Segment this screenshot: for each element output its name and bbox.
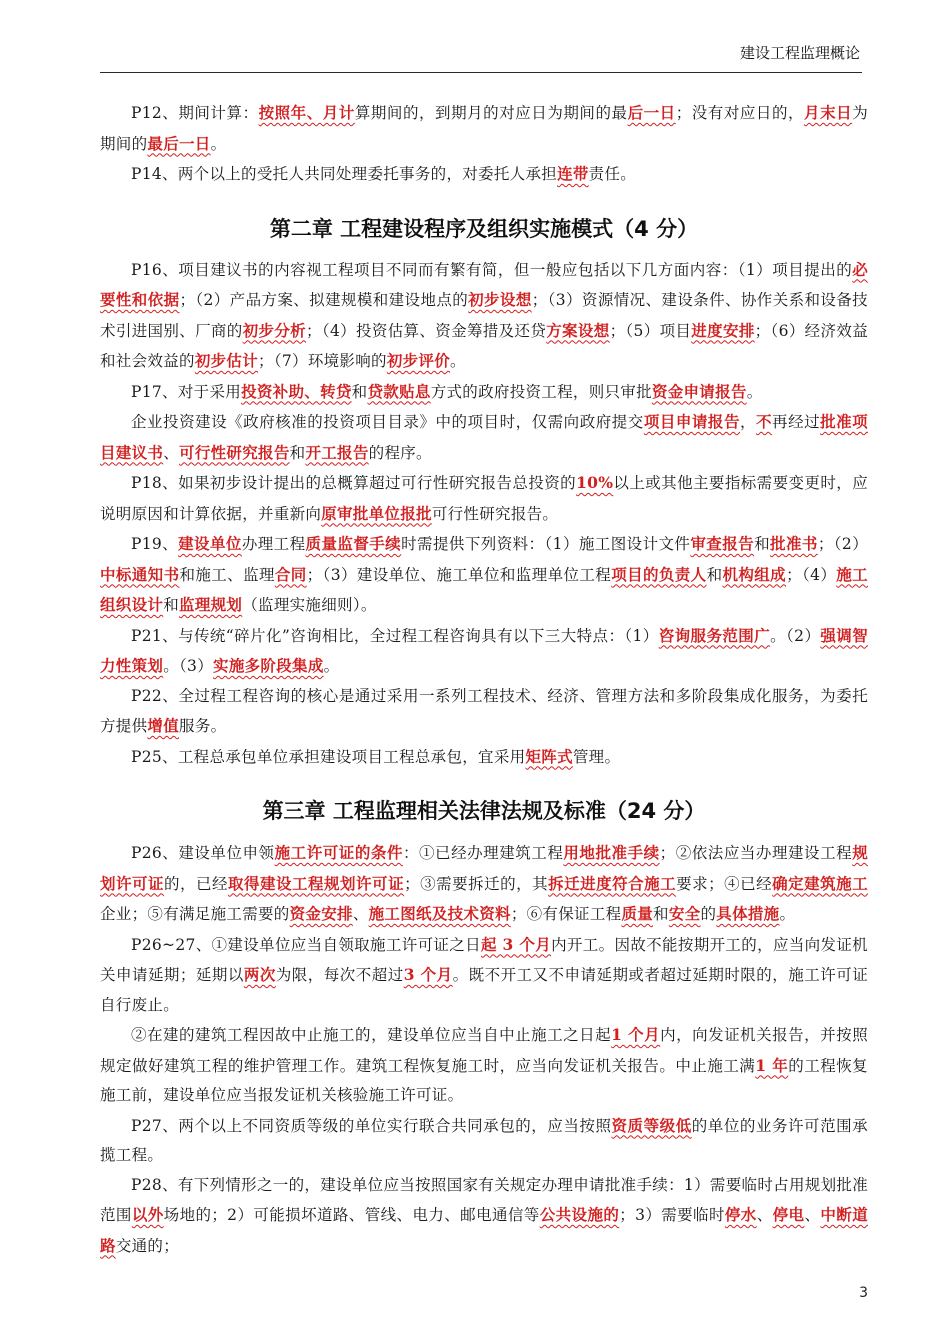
text-run: 和 (289, 443, 306, 462)
text-run: 、 (352, 905, 369, 923)
text-run: 和 (163, 596, 180, 614)
key-term: 方案设想 (546, 320, 610, 340)
key-term: 强调智力性策划 (100, 625, 868, 675)
text-run: P28、有下列情形之一的，建设单位应当按照国家有关规定办理申请批准手续：1）需要临时占用规划批准范围 (100, 1175, 868, 1224)
text-run: 服务。 (179, 717, 227, 735)
key-term: 以外 (131, 1205, 164, 1224)
key-term: 资质等级低 (611, 1115, 692, 1135)
key-term: 监理规划 (179, 595, 243, 614)
text-run: 要求；④已经 (676, 874, 773, 893)
text-run: 可行性研究报告。 (431, 504, 559, 523)
text-run: ；（7）环境影响的 (258, 352, 387, 370)
key-term: 10% (576, 473, 614, 492)
key-term: 贷款贴息 (367, 381, 431, 401)
text-run: 、 (804, 1206, 821, 1224)
text-run: P22、全过程工程咨询的核心是通过采用一系列工程技术、经济、管理方法和多阶段集成化服务，为委托方提供 (100, 686, 868, 735)
text-run: P25、工程总承包单位承担建设项目工程总承包，宜采用 (131, 747, 526, 766)
key-term: 1 年 (755, 1055, 789, 1075)
text-run: ；（3）资源情况、建设条件、协作关系和设备技术引进国别、厂商的 (100, 291, 868, 340)
text-run: ；⑥有保证工程 (510, 905, 622, 923)
key-term: 施工图纸及技术资料 (368, 904, 511, 923)
text-run: 再经过 (772, 413, 821, 431)
text-run: 以上或其他主要指标需要变更时，应说明原因和计算依据，并重新向 (100, 474, 868, 523)
text-run: ；没有对应日的， (675, 104, 805, 122)
text-run: 内，向发证机关报告，并按照规定做好建筑工程的维护管理工作。建筑工程恢复施工时，应当向发证机关报告。中止施工满 (100, 1026, 868, 1075)
text-run: P21、与传统“碎片化”咨询相比，全过程工程咨询具有以下三大特点：（1） (131, 626, 659, 645)
text-run: 。既不开工又不申请延期或者超过延期时限的，施工许可证自行废止。 (100, 966, 868, 1014)
text-run: 内开工。因故不能按期开工的，应当向发证机关申请延期；延期以 (100, 935, 868, 984)
key-term: 按照年、月计 (258, 103, 355, 122)
page-header (100, 40, 862, 73)
key-term: 初步设想 (468, 290, 532, 309)
paragraph-p28 (100, 1171, 868, 1262)
text-run: 和 (754, 535, 771, 553)
text-run: P16、项目建议书的内容视工程项目不同而有繁有简，但一般应包括以下几方面内容：（1）项目提出的 (131, 260, 853, 279)
text-run: 的，已经 (164, 874, 229, 893)
key-term: 确定建筑施工 (772, 873, 868, 893)
text-run: 。（3） (163, 657, 214, 675)
text-run: 责任。 (588, 165, 637, 183)
key-term: 实施多阶段集成 (213, 656, 324, 675)
text-run: 方式的政府投资工程，则只审批 (430, 382, 652, 401)
key-term: 资金申请报告 (651, 381, 747, 401)
text-run: 的单位的业务许可范围承揽工程。 (100, 1116, 868, 1164)
text-run: 为期间的 (100, 104, 868, 153)
text-run: 和施工、监理 (179, 565, 275, 584)
paragraph-p26-27a (100, 930, 868, 1021)
key-term: 批准项目建议书 (100, 412, 868, 462)
text-run: P14、两个以上的受托人共同处理委托事务的，对委托人承担 (131, 165, 558, 183)
paragraph-p26-27b (100, 1020, 868, 1111)
text-run: 、 (163, 443, 180, 462)
key-term: 可行性研究报告 (179, 442, 290, 462)
text-run: P26~27、①建设单位应当自领取施工许可证之日 (131, 935, 481, 954)
key-term: 最后一日 (147, 133, 211, 153)
text-run: ；（2）产品方案、拟建规模和建设地点的 (179, 291, 469, 309)
text-run: ；（4）投资估算、资金筹措及还贷 (306, 321, 547, 340)
key-term: 具体措施 (716, 904, 780, 923)
paragraph-p17b (100, 407, 868, 468)
key-term: 起 3 个月 (480, 934, 552, 954)
text-run: 。 (746, 382, 763, 401)
text-run: 的 (700, 905, 717, 923)
key-term: 开工报告 (305, 442, 369, 462)
page-number: 3 (859, 1285, 868, 1301)
paragraph-p22 (100, 682, 868, 742)
key-term: 停电 (772, 1205, 805, 1224)
text-run: 和 (653, 905, 669, 923)
key-term: 月末日 (804, 103, 853, 122)
paragraph-p27 (100, 1111, 868, 1171)
key-term: 原审批单位报批 (321, 503, 432, 523)
key-term: 矩阵式 (525, 746, 573, 766)
text-run: ；（3）建设单位、施工单位和监理单位工程 (306, 565, 612, 584)
key-term: 批准书 (770, 534, 818, 553)
key-term: 初步估计 (194, 351, 259, 370)
page-content (100, 98, 868, 1261)
key-term: 咨询服务范围广 (658, 625, 771, 645)
text-run: ；（5）项目 (609, 321, 692, 340)
key-term: 用地批准手续 (563, 843, 660, 862)
key-term: 质量监督手续 (305, 534, 402, 553)
chapter-2-title: 第二章 工程建设程序及组织实施模式（4 分） (269, 216, 699, 241)
text-run: 和 (351, 382, 368, 401)
paragraph-p26 (100, 838, 868, 930)
key-term: 投资补助、转贷 (241, 381, 352, 401)
key-term: 不 (756, 412, 773, 431)
key-term: 项目的负责人 (611, 564, 707, 584)
text-run: 管理。 (572, 747, 621, 766)
key-term: 施工许可证的条件 (274, 843, 403, 862)
header-title: 建设工程监理概论 (739, 44, 860, 62)
text-run: 企业；⑤有满足施工需要的 (100, 905, 290, 923)
chapter-3-title: 第三章 工程监理相关法律法规及标准（24 分） (262, 799, 706, 823)
text-run: P19、 (131, 535, 179, 553)
text-run: 。 (323, 657, 340, 675)
key-term: 进度安排 (691, 320, 755, 340)
key-term: 停水 (724, 1205, 757, 1224)
text-run: ；3）需要临时 (619, 1206, 725, 1224)
text-run: ；②依法应当办理建设工程 (659, 844, 853, 862)
text-run: 办理工程 (241, 535, 306, 553)
text-run: 算期间的，到期月的对应日为期间的最 (354, 104, 628, 122)
text-run: 。 (779, 905, 796, 923)
text-run: P12、期间计算： (131, 104, 259, 122)
key-term: 1 个月 (611, 1025, 661, 1044)
text-run: 的工程恢复施工前，建设单位应当报发证机关核验施工许可证。 (100, 1056, 868, 1104)
text-run: 、 (756, 1206, 773, 1224)
text-run: 的程序。 (368, 443, 432, 462)
text-run: 时需提供下列资料：（1）施工图设计文件 (401, 535, 691, 553)
text-run: 交通的； (115, 1236, 180, 1255)
text-run: 。 (210, 134, 227, 153)
paragraph-p21 (100, 621, 868, 682)
text-run: 场地的；2）可能损坏道路、管线、电力、邮电通信等 (163, 1206, 540, 1224)
text-run: 和 (706, 565, 723, 584)
text-run: 。（2） (770, 626, 821, 645)
text-run: 企业投资建设《政府核准的投资项目目录》中的项目时，仅需向政府提交 (131, 413, 644, 431)
paragraph-p17 (100, 377, 868, 408)
key-term: 后一日 (627, 103, 676, 122)
text-run: ；（4） (786, 565, 837, 584)
paragraph-p12 (100, 98, 868, 159)
paragraph-p16 (100, 255, 868, 377)
key-term: 中标通知书 (100, 564, 180, 584)
text-run: ；（2） (817, 535, 869, 553)
key-term: 中断道路 (100, 1205, 869, 1255)
paragraph-p19 (100, 529, 868, 621)
key-term: 初步分析 (242, 320, 307, 340)
text-run: P26、建设单位申领 (131, 844, 275, 862)
text-run: P17、对于采用 (131, 382, 242, 401)
text-run: （监理实施细则）。 (242, 596, 377, 614)
key-term: 公共设施的 (539, 1205, 620, 1224)
key-term: 审查报告 (690, 534, 755, 553)
text-run: P27、两个以上不同资质等级的单位实行联合共同承包的，应当按照 (131, 1116, 612, 1135)
text-run: 为限，每次不超过 (275, 966, 404, 984)
key-term: 两次 (243, 965, 276, 984)
text-run: ， (739, 413, 757, 431)
key-term: 必要性和依据 (100, 259, 868, 309)
text-run: ②在建的建筑工程因故中止施工的，建设单位应当自中止施工之日起 (131, 1026, 612, 1044)
key-term: 拆迁进度符合施工 (548, 873, 677, 893)
key-term: 项目申请报告 (643, 412, 740, 431)
text-run: P18、如果初步设计提出的总概算超过可行性研究报告总投资的 (131, 474, 577, 492)
text-run: ；③需要拆迁的，其 (404, 874, 549, 893)
key-term: 3 个月 (403, 965, 453, 984)
key-term: 质量 (621, 904, 654, 923)
text-run: ；（6）经济效益和社会效益的 (100, 321, 869, 370)
key-term: 资金安排 (289, 904, 353, 923)
key-term: 取得建设工程规划许可证 (228, 873, 405, 893)
key-term: 合同 (274, 564, 307, 584)
key-term: 安全 (668, 904, 701, 923)
key-term: 机构组成 (722, 564, 787, 584)
key-term: 建设单位 (178, 534, 242, 553)
paragraph-p18 (100, 468, 868, 529)
text-run: 。 (450, 352, 466, 370)
key-term: 施工组织设计 (100, 564, 868, 614)
paragraph-p25 (100, 742, 868, 773)
key-term: 规划许可证 (100, 843, 868, 893)
key-term: 初步评价 (386, 351, 451, 370)
paragraph-p14 (100, 159, 868, 190)
key-term: 连带 (557, 164, 589, 183)
text-run: ：①已经办理建筑工程 (402, 844, 564, 862)
key-term: 增值 (147, 716, 180, 735)
